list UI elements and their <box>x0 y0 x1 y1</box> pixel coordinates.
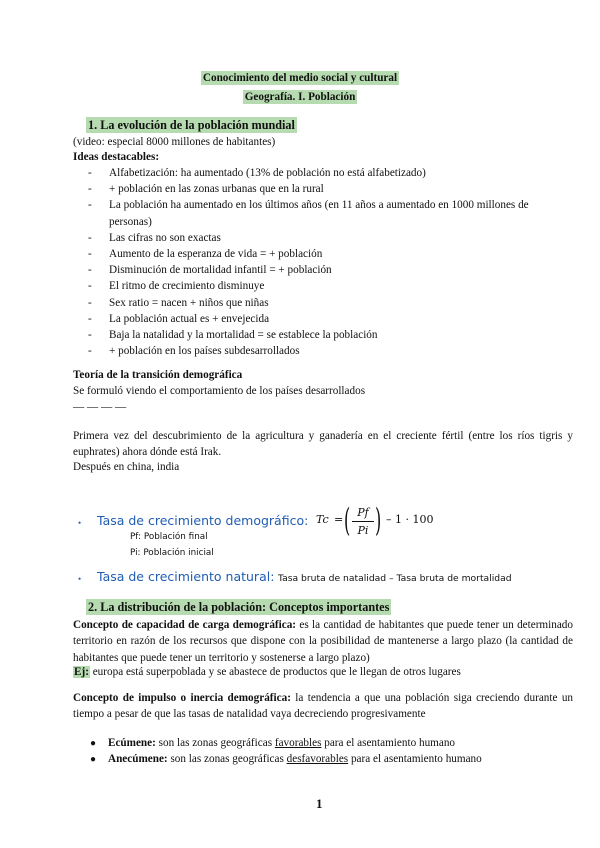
formula-denominator: Pi <box>357 524 369 537</box>
anecumene-line <box>108 753 482 765</box>
list-item: - La población actual es + envejecida <box>88 311 568 327</box>
capacity-term: Concepto de capacidad de carga demográfica: <box>73 619 297 631</box>
impulse-paragraph <box>73 690 573 723</box>
example-line <box>73 666 461 678</box>
ideas-label: Ideas destacables: <box>73 151 160 163</box>
formula-lhs: Tc <box>316 513 329 526</box>
bullet-dot-icon: • <box>78 574 82 584</box>
list-item: - Aumento de la esperanza de vida = + población <box>88 246 568 262</box>
formula-fraction-bar <box>352 521 374 522</box>
page-number: 1 <box>316 796 323 811</box>
example-text: europa está superpoblada y se abastece de productos que le llegan de otros lugares <box>92 666 461 678</box>
bullet-dot-icon: ● <box>90 738 97 749</box>
anecumene-post: para el asentamiento humano <box>350 753 482 765</box>
theory-heading: Teoría de la transición demográfica <box>73 369 243 381</box>
pf-definition: Pf: Población final <box>130 532 208 542</box>
anecumene-term: Anecúmene: <box>108 753 168 765</box>
bullet-dot-icon: • <box>78 518 82 528</box>
section1-heading: 1. La evolución de la población mundial <box>88 118 295 132</box>
ecumene-pre: son las zonas geográficas <box>158 737 273 749</box>
list-item: - Disminución de mortalidad infantil = + población <box>88 262 568 278</box>
list-item: - Las cifras no son exactas <box>88 230 568 246</box>
impulse-text: la tendencia a que una población siga creciendo durante un tiempo a pesar de que las tasas de natalidad vaya decreciendo progresivamente <box>73 692 574 721</box>
formula-tail: – 1 · 100 <box>386 513 434 526</box>
anecumene-keyword: desfavorables <box>286 753 349 765</box>
formula-paren-right: ) <box>375 501 382 539</box>
list-item: - + población en las zonas urbanas que en la rural <box>88 181 568 197</box>
ecumene-term: Ecúmene: <box>108 737 156 749</box>
list-item: - + población en los países subdesarrollados <box>88 343 568 359</box>
natural-rate-text: Tasa bruta de natalidad – Tasa bruta de mortalidad <box>277 573 512 584</box>
ideas-list <box>88 165 568 359</box>
video-note: (video: especial 8000 millones de habitantes) <box>73 136 276 148</box>
doc-title: Conocimiento del medio social y cultural <box>202 72 398 84</box>
list-item: - La población ha aumentado en los últimos años (en 11 años a aumentado en 1000 millones de personas) <box>88 197 568 229</box>
list-item: - Alfabetización: ha aumentado (13% de población no está alfabetizado) <box>88 165 568 181</box>
section1-heading-line <box>86 118 297 133</box>
section2-heading-line <box>86 600 391 615</box>
theory-text: Se formuló viendo el comportamiento de los países desarrollados <box>73 385 366 397</box>
after-text: Después en china, india <box>73 461 180 473</box>
example-label: Ej: <box>74 666 89 678</box>
anecumene-pre: son las zonas geográficas <box>170 753 284 765</box>
formula-paren-left: ( <box>344 501 351 539</box>
ecumene-line <box>108 737 455 749</box>
ecumene-post: para el asentamiento humano <box>324 737 456 749</box>
capacity-text: es la cantidad de habitantes que puede tener un determinado territorio en razón de los recursos que dispone con la posibilidad de mantenerse a largo plazo (la cantidad de habitantes que puede tener un territorio y sostenerse a largo plazo) <box>73 619 573 664</box>
agriculture-paragraph: Primera vez del descubrimiento de la agricultura y ganadería en el creciente fértil (entre los ríos tigris y euphrates) ahora dónde está Irak. <box>73 430 573 459</box>
list-item: - Baja la natalidad y la mortalidad = se establece la población <box>88 327 568 343</box>
doc-title-line <box>0 72 600 84</box>
natural-rate-label: Tasa de crecimiento natural: <box>97 569 275 584</box>
doc-subtitle-line <box>0 91 600 103</box>
list-item: - El ritmo de crecimiento disminuye <box>88 278 568 294</box>
growth-rate-label: Tasa de crecimiento demográfico: <box>97 513 309 528</box>
section2-heading: 2. La distribución de la población: Conceptos importantes <box>88 600 390 614</box>
capacity-paragraph <box>73 617 573 666</box>
bullet-dot-icon: ● <box>90 754 97 765</box>
ecumene-keyword: favorables <box>274 737 322 749</box>
pi-definition: Pi: Población inicial <box>130 548 214 558</box>
growth-formula: Tc = ( Pf Pi ) – 1 · 100 <box>316 501 434 539</box>
impulse-term: Concepto de impulso o inercia demográfica: <box>73 692 291 704</box>
list-item: - Sex ratio = nacen + niños que niñas <box>88 295 568 311</box>
formula-numerator: Pf <box>357 506 369 519</box>
separator: — — — — <box>73 401 127 413</box>
natural-rate-line <box>97 569 512 584</box>
doc-subtitle: Geografía. I. Población <box>244 91 356 103</box>
